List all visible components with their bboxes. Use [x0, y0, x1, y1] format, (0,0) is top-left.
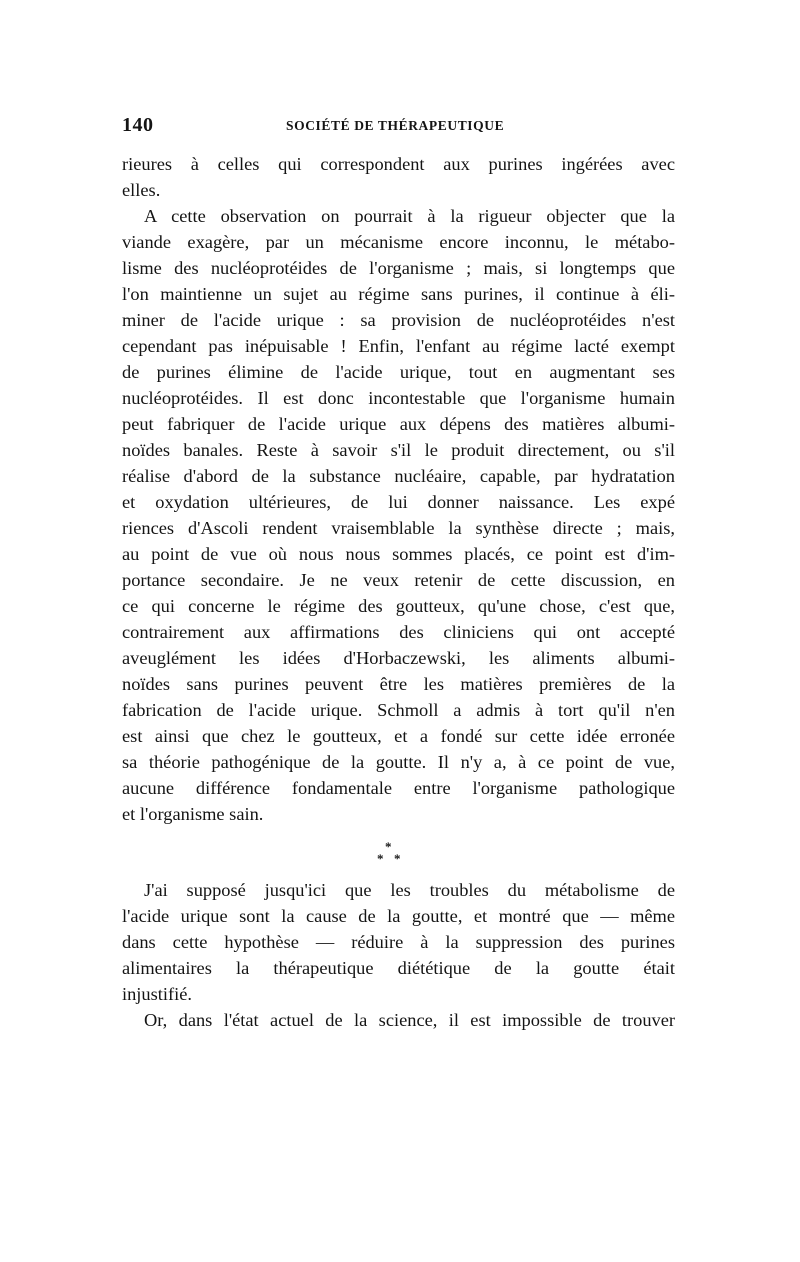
text-line: fabrication de l'acide urique. Schmoll a admis à tort qu'il n'en — [122, 700, 675, 720]
text-line: noïdes sans purines peuvent être les matières premières de la — [122, 674, 675, 694]
text-line: injustifié. — [122, 984, 192, 1004]
text-line: l'acide urique sont la cause de la goutte, et montré que — même — [122, 906, 675, 926]
text-line: nucléoprotéides. Il est donc incontestable que l'organisme humain — [122, 388, 675, 408]
text-line: noïdes banales. Reste à savoir s'il le produit directement, ou s'il — [122, 440, 675, 460]
text-line: viande exagère, par un mécanisme encore inconnu, le métabo- — [122, 232, 675, 252]
text-line: aucune différence fondamentale entre l'organisme pathologique — [122, 778, 675, 798]
text-line: ce qui concerne le régime des goutteux, qu'une chose, c'est que, — [122, 596, 675, 616]
text-line: rieures à celles qui correspondent aux purines ingérées avec — [122, 154, 675, 174]
asterisk-icon: * — [377, 851, 384, 866]
text-line: de purines élimine de l'acide urique, tout en augmentant ses — [122, 362, 675, 382]
running-header — [122, 114, 678, 140]
text-line: alimentaires la thérapeutique diététique de la goutte était — [122, 958, 675, 978]
text-line: et oxydation ultérieures, de lui donner naissance. Les expé — [122, 492, 675, 512]
text-line: et l'organisme sain. — [122, 804, 264, 824]
text-line: l'on maintienne un sujet au régime sans purines, il continue à éli- — [122, 284, 675, 304]
text-line: aveuglément les idées d'Horbaczewski, les aliments albumi- — [122, 648, 675, 668]
text-line: portance secondaire. Je ne veux retenir de cette discussion, en — [122, 570, 675, 590]
text-line: Or, dans l'état actuel de la science, il est impossible de trouver — [144, 1010, 675, 1030]
text-line: elles. — [122, 180, 161, 200]
text-line: miner de l'acide urique : sa provision de nucléoprotéides n'est — [122, 310, 675, 330]
body-text-upper — [122, 151, 675, 827]
text-line: sa théorie pathogénique de la goutte. Il n'y a, à ce point de vue, — [122, 752, 675, 772]
page-number: 140 — [122, 114, 154, 136]
text-line: lisme des nucléoprotéides de l'organisme ; mais, si longtemps que — [122, 258, 675, 278]
asterism-separator — [372, 840, 412, 870]
running-title: SOCIÉTÉ DE THÉRAPEUTIQUE — [286, 118, 505, 133]
text-line: cependant pas inépuisable ! Enfin, l'enfant au régime lacté exempt — [122, 336, 675, 356]
text-line: dans cette hypothèse — réduire à la suppression des purines — [122, 932, 675, 952]
asterisk-icon: * — [385, 839, 392, 854]
text-line: peut fabriquer de l'acide urique aux dépens des matières albumi- — [122, 414, 675, 434]
text-line: J'ai supposé jusqu'ici que les troubles du métabolisme de — [144, 880, 675, 900]
text-line: est ainsi que chez le goutteux, et a fondé sur cette idée erronée — [122, 726, 675, 746]
body-text-lower — [122, 877, 675, 1033]
text-line: contrairement aux affirmations des cliniciens qui ont accepté — [122, 622, 675, 642]
text-line: au point de vue où nous nous sommes placés, ce point est d'im- — [122, 544, 675, 564]
asterisk-icon: * — [394, 851, 401, 866]
text-line: A cette observation on pourrait à la rigueur objecter que la — [144, 206, 675, 226]
text-line: riences d'Ascoli rendent vraisemblable la synthèse directe ; mais, — [122, 518, 675, 538]
text-line: réalise d'abord de la substance nucléaire, capable, par hydratation — [122, 466, 675, 486]
